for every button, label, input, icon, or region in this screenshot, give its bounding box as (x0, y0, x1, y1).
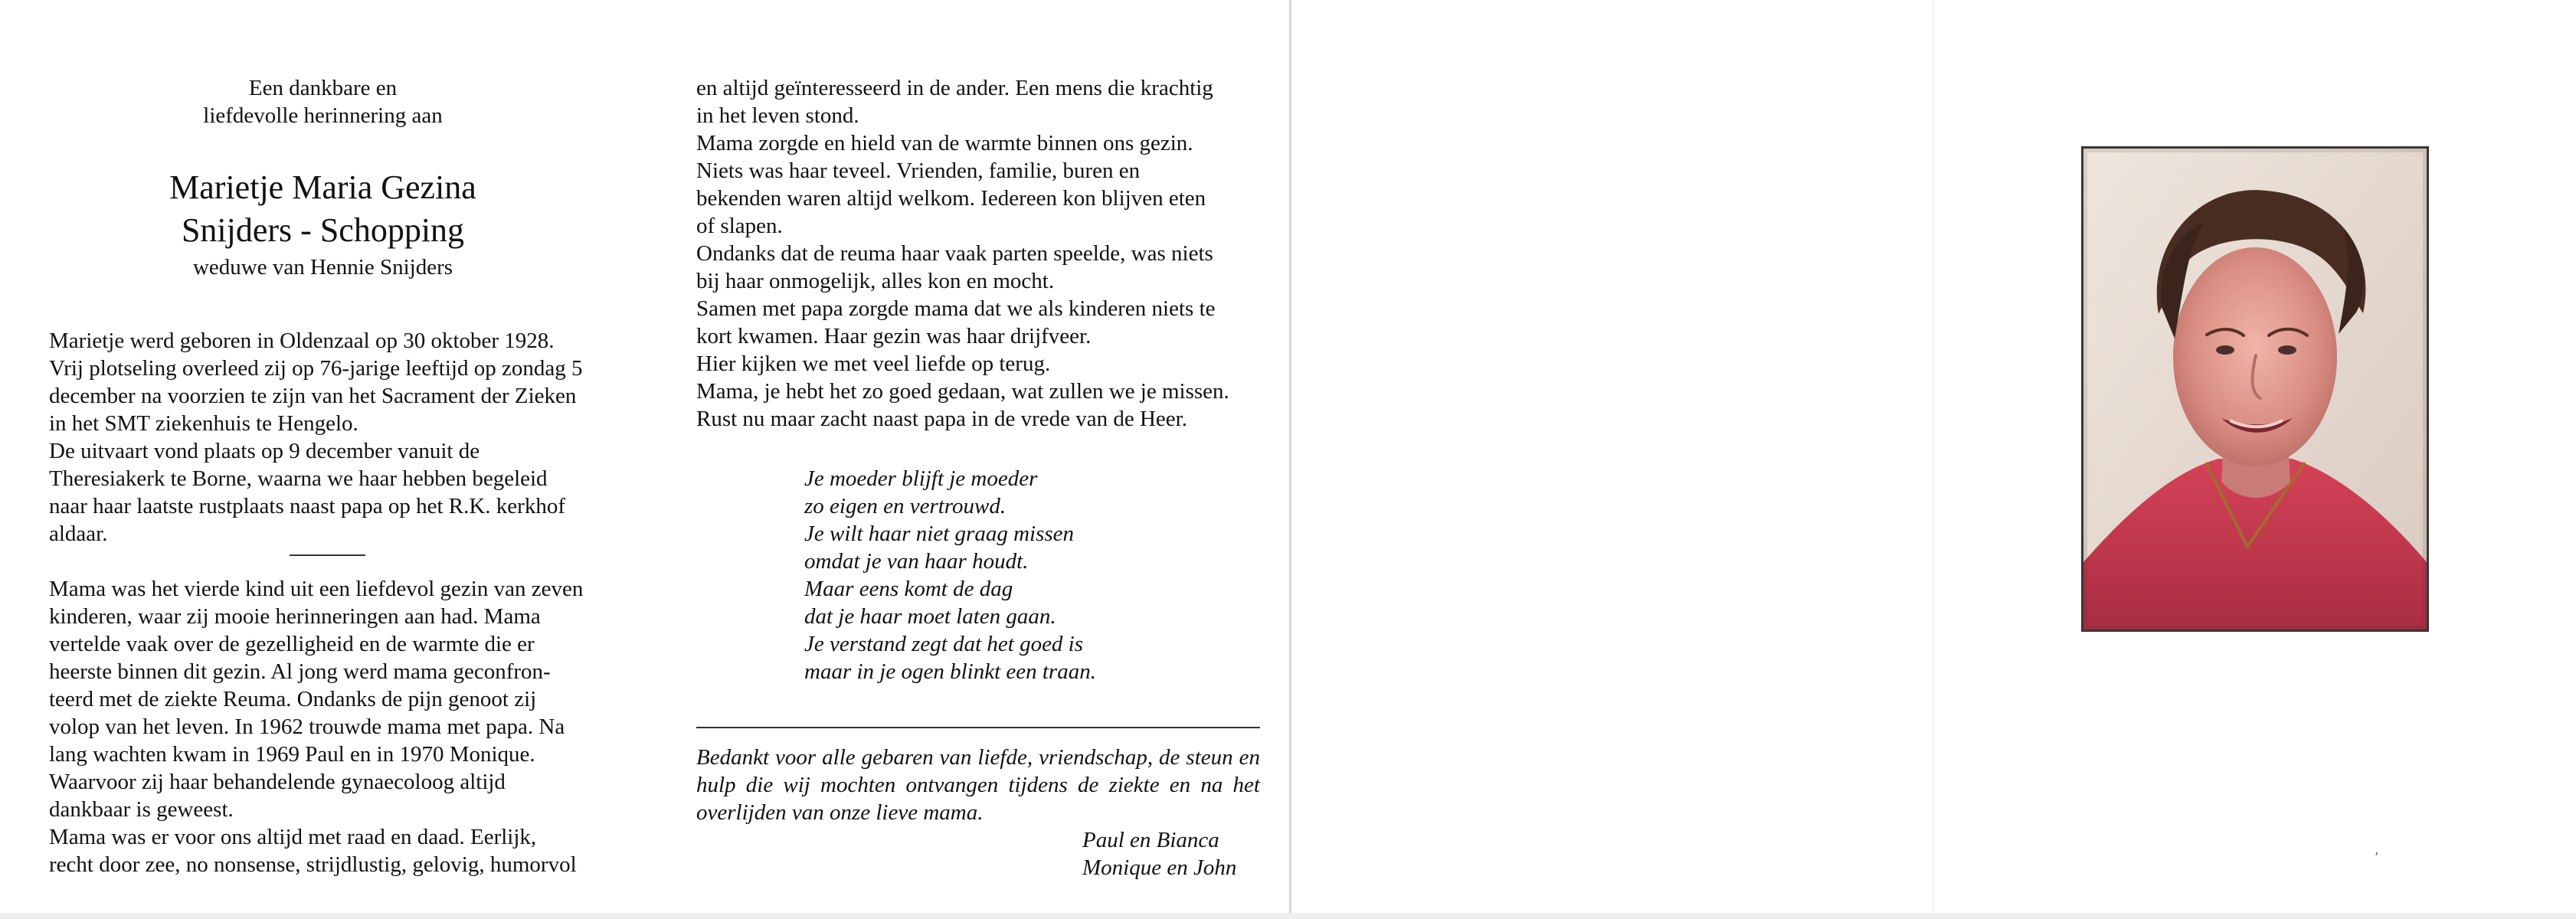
portrait-photo (2081, 146, 2429, 632)
portrait-photo-image (2083, 149, 2427, 630)
continued-biography (696, 74, 1260, 433)
blank-card-panel (1291, 0, 1933, 919)
biography-paragraph-1 (49, 327, 613, 548)
thanks-divider (696, 727, 1260, 728)
widow-line: weduwe van Hennie Snijders (192, 255, 453, 280)
intro-line-2: liefdevolle herinnering aan (203, 103, 443, 128)
memorial-poem: Je moeder blijft je moeder zo eigen en vertrouwd. Je wilt haar niet graag missen omdat je van haar houdt. Maar eens komt de dag dat je haar moet laten gaan. Je verstand zegt dat het goed is maar in je ogen blinkt een traan. (804, 466, 1096, 684)
biography-paragraph-2 (49, 575, 613, 878)
memorial-text-page-left (0, 0, 646, 919)
center-fold-shadow (1289, 0, 1291, 919)
biography-paragraph-2-text: Mama was het vierde kind uit een liefdevol gezin van zeven kinderen, waar zij mooie herinneringen aan had. Mama vertelde vaak over de gezelligheid en de warmte die er heerste binnen dit gezin. Al jong werd mama geconfron- teerd met de ziekte Reuma. Ondanks de pijn genoot zij volop van het leven. In 1962 trouwde mama met papa. Na lang wachten kwam in 1969 Paul en in 1970 Monique. Waarvoor zij haar behandelende gynaecoloog altijd dankbaar is geweest. Mama was er voor ons altijd met raad en daad. Eerlijk, recht door zee, no nonsense, strijdlustig, gelovig, humorvol (49, 577, 584, 877)
family-signatures: Paul en Bianca Monique en John (1082, 828, 1237, 880)
intro-line-1: Een dankbare en (248, 76, 398, 100)
deceased-name-line-1: Marietje Maria Gezina (169, 168, 476, 206)
biography-paragraph-1-text: Marietje werd geboren in Oldenzaal op 30 oktober 1928. Vrij plotseling overleed zij op 76-jarige leeftijd op zondag 5 december na voorzien te zijn van het Sacrament der Zieken in het SMT ziekenhuis te Hengelo. De uitvaart vond plaats op 9 december vanuit de Theresiakerk te Borne, waarna we haar hebben begeleid naar haar laatste rustplaats naast papa op het R.K. kerkhof aldaar. (49, 329, 583, 546)
memorial-text-page-right (646, 0, 1291, 919)
continued-biography-text: en altijd geïnteresseerd in de ander. Een mens die krachtig in het leven stond. Mama zorgde en hield van de warmte binnen ons gezin. Niets was haar teveel. Vrienden, familie, buren en bekenden waren altijd welkom. Iedereen kon blijven eten of slapen. Ondanks dat de reuma haar vaak parten speelde, was niets bij haar onmogelijk, alles kon en mocht. Samen met papa zorgde mama dat we als kinderen niets te kort kwamen. Haar gezin was haar drijfveer. Hier kijken we met veel liefde op terug. Mama, je hebt het zo goed gedaan, wat zullen we je missen. Rust nu maar zacht naast papa in de vrede van de Heer. (696, 76, 1229, 431)
short-divider (290, 554, 365, 556)
bottom-scan-edge (0, 913, 2576, 919)
small-scan-mark: , (2375, 842, 2379, 858)
thank-you-message: Bedankt voor alle gebaren van liefde, vriendschap, de steun en hulp die wij mochten ontvangen tijdens de ziekte en na het overlijden van onze lieve mama. (696, 745, 1260, 825)
deceased-name-line-2: Snijders - Schopping (181, 211, 465, 249)
